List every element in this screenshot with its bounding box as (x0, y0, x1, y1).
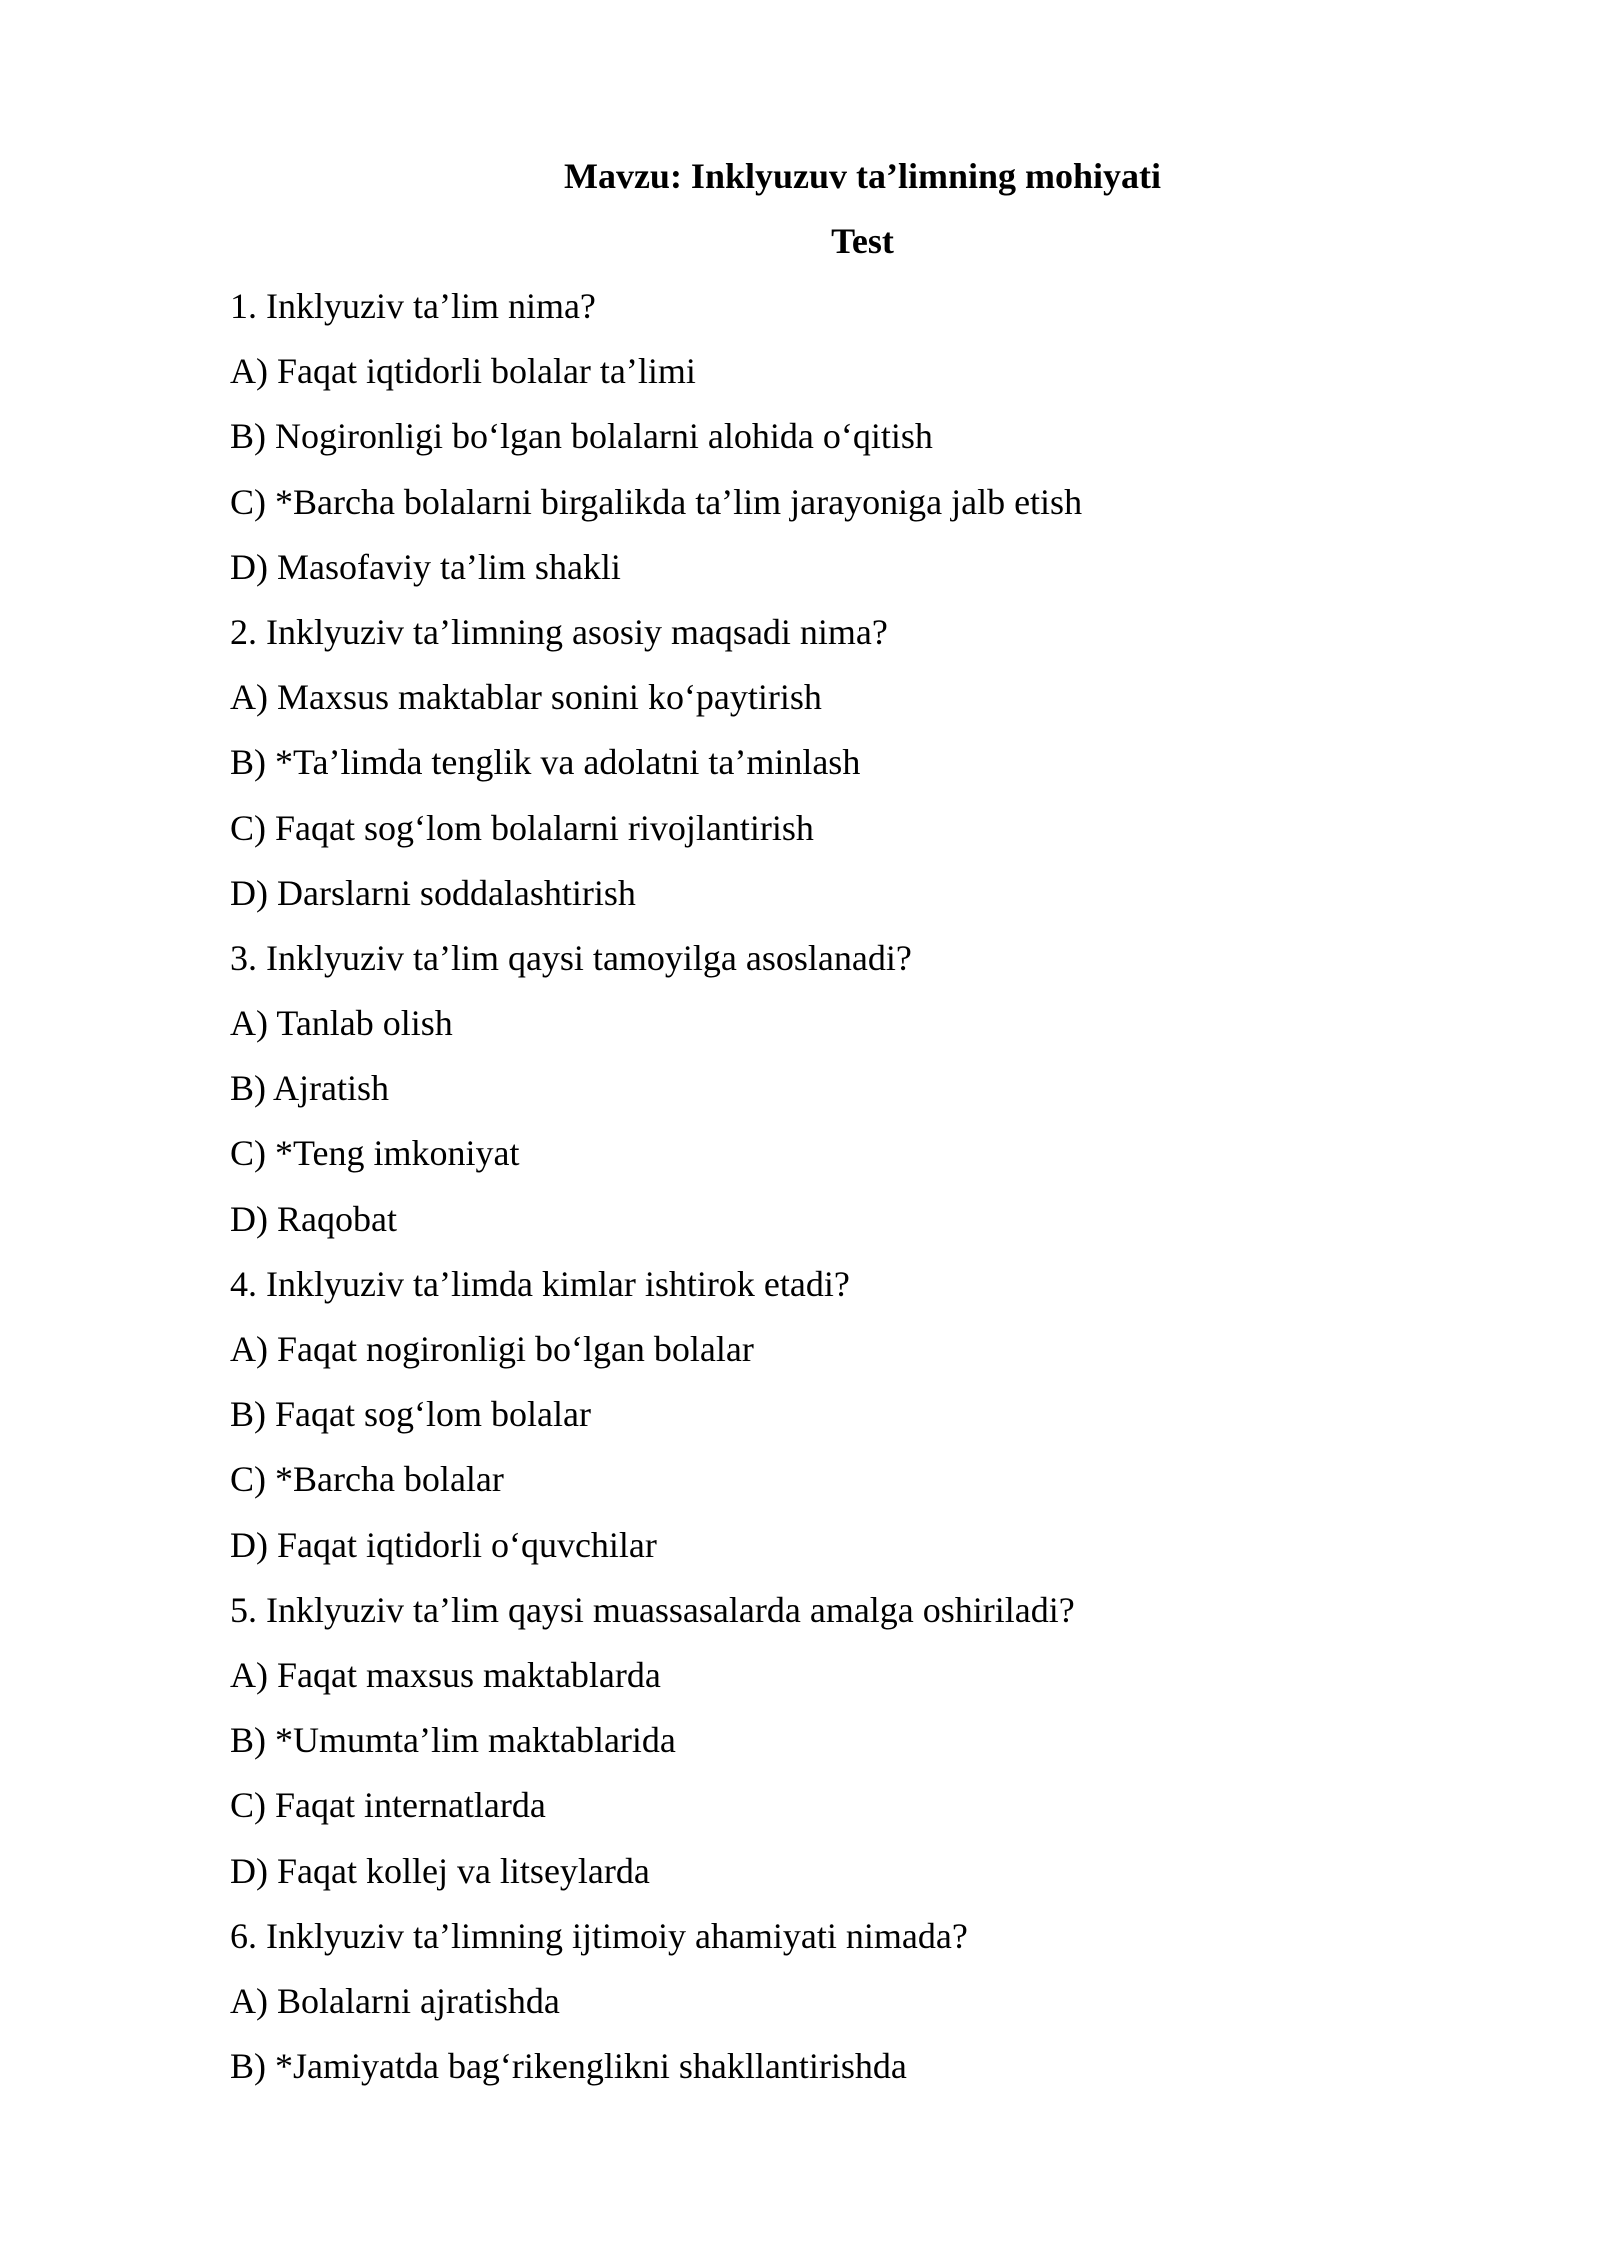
question-3: 3. Inklyuziv ta’lim qaysi tamoyilga asoslanadi? (230, 937, 912, 978)
answer-5c: C) Faqat internatlarda (230, 1785, 546, 1826)
answer-3d: D) Raqobat (230, 1198, 397, 1239)
question-2: 2. Inklyuziv ta’limning asosiy maqsadi nima? (230, 611, 888, 652)
answer-1b: B) Nogironligi bo‘lgan bolalarni alohida o‘qitish (230, 416, 933, 457)
answer-1c: C) *Barcha bolalarni birgalikda ta’lim jarayoniga jalb etish (230, 481, 1083, 522)
test-lines (230, 284, 1460, 2109)
answer-4c: C) *Barcha bolalar (230, 1459, 504, 1500)
answer-3a: A) Tanlab olish (230, 1003, 453, 1044)
question-1: 1. Inklyuziv ta’lim nima? (230, 286, 596, 326)
answer-1d: D) Masofaviy ta’lim shakli (230, 546, 621, 587)
answer-4a: A) Faqat nogironligi bo‘lgan bolalar (230, 1329, 754, 1369)
answer-4d: D) Faqat iqtidorli o‘quvchilar (230, 1524, 657, 1565)
answer-6b: B) *Jamiyatda bag‘rikenglikni shakllantirishda (230, 2046, 907, 2087)
answer-1a: A) Faqat iqtidorli bolalar ta’limi (230, 351, 696, 392)
answer-5b: B) *Umumta’lim maktablarida (230, 1720, 676, 1761)
question-4: 4. Inklyuziv ta’limda kimlar ishtirok etadi? (230, 1263, 850, 1304)
answer-2b: B) *Ta’limda tenglik va adolatni ta’minlash (230, 742, 861, 783)
answer-4b: B) Faqat sog‘lom bolalar (230, 1394, 591, 1435)
question-6: 6. Inklyuziv ta’limning ijtimoiy ahamiyati nimada? (230, 1915, 968, 1956)
document-title: Mavzu: Inklyuzuv ta’limning mohiyati (563, 156, 1162, 196)
answer-3c: C) *Teng imkoniyat (230, 1133, 520, 1174)
question-5: 5. Inklyuziv ta’lim qaysi muassasalarda amalga oshiriladi? (230, 1589, 1075, 1630)
answer-2c: C) Faqat sog‘lom bolalarni rivojlantirish (230, 807, 814, 848)
answer-6a: A) Bolalarni ajratishda (230, 1980, 560, 2021)
answer-2a: A) Maxsus maktablar sonini ko‘paytirish (230, 677, 822, 718)
answer-3b: B) Ajratish (230, 1068, 389, 1109)
answer-5d: D) Faqat kollej va litseylarda (230, 1850, 650, 1891)
answer-2d: D) Darslarni soddalashtirish (230, 872, 636, 913)
document-subtitle: Test (831, 221, 894, 261)
answer-5a: A) Faqat maxsus maktablarda (230, 1654, 661, 1695)
